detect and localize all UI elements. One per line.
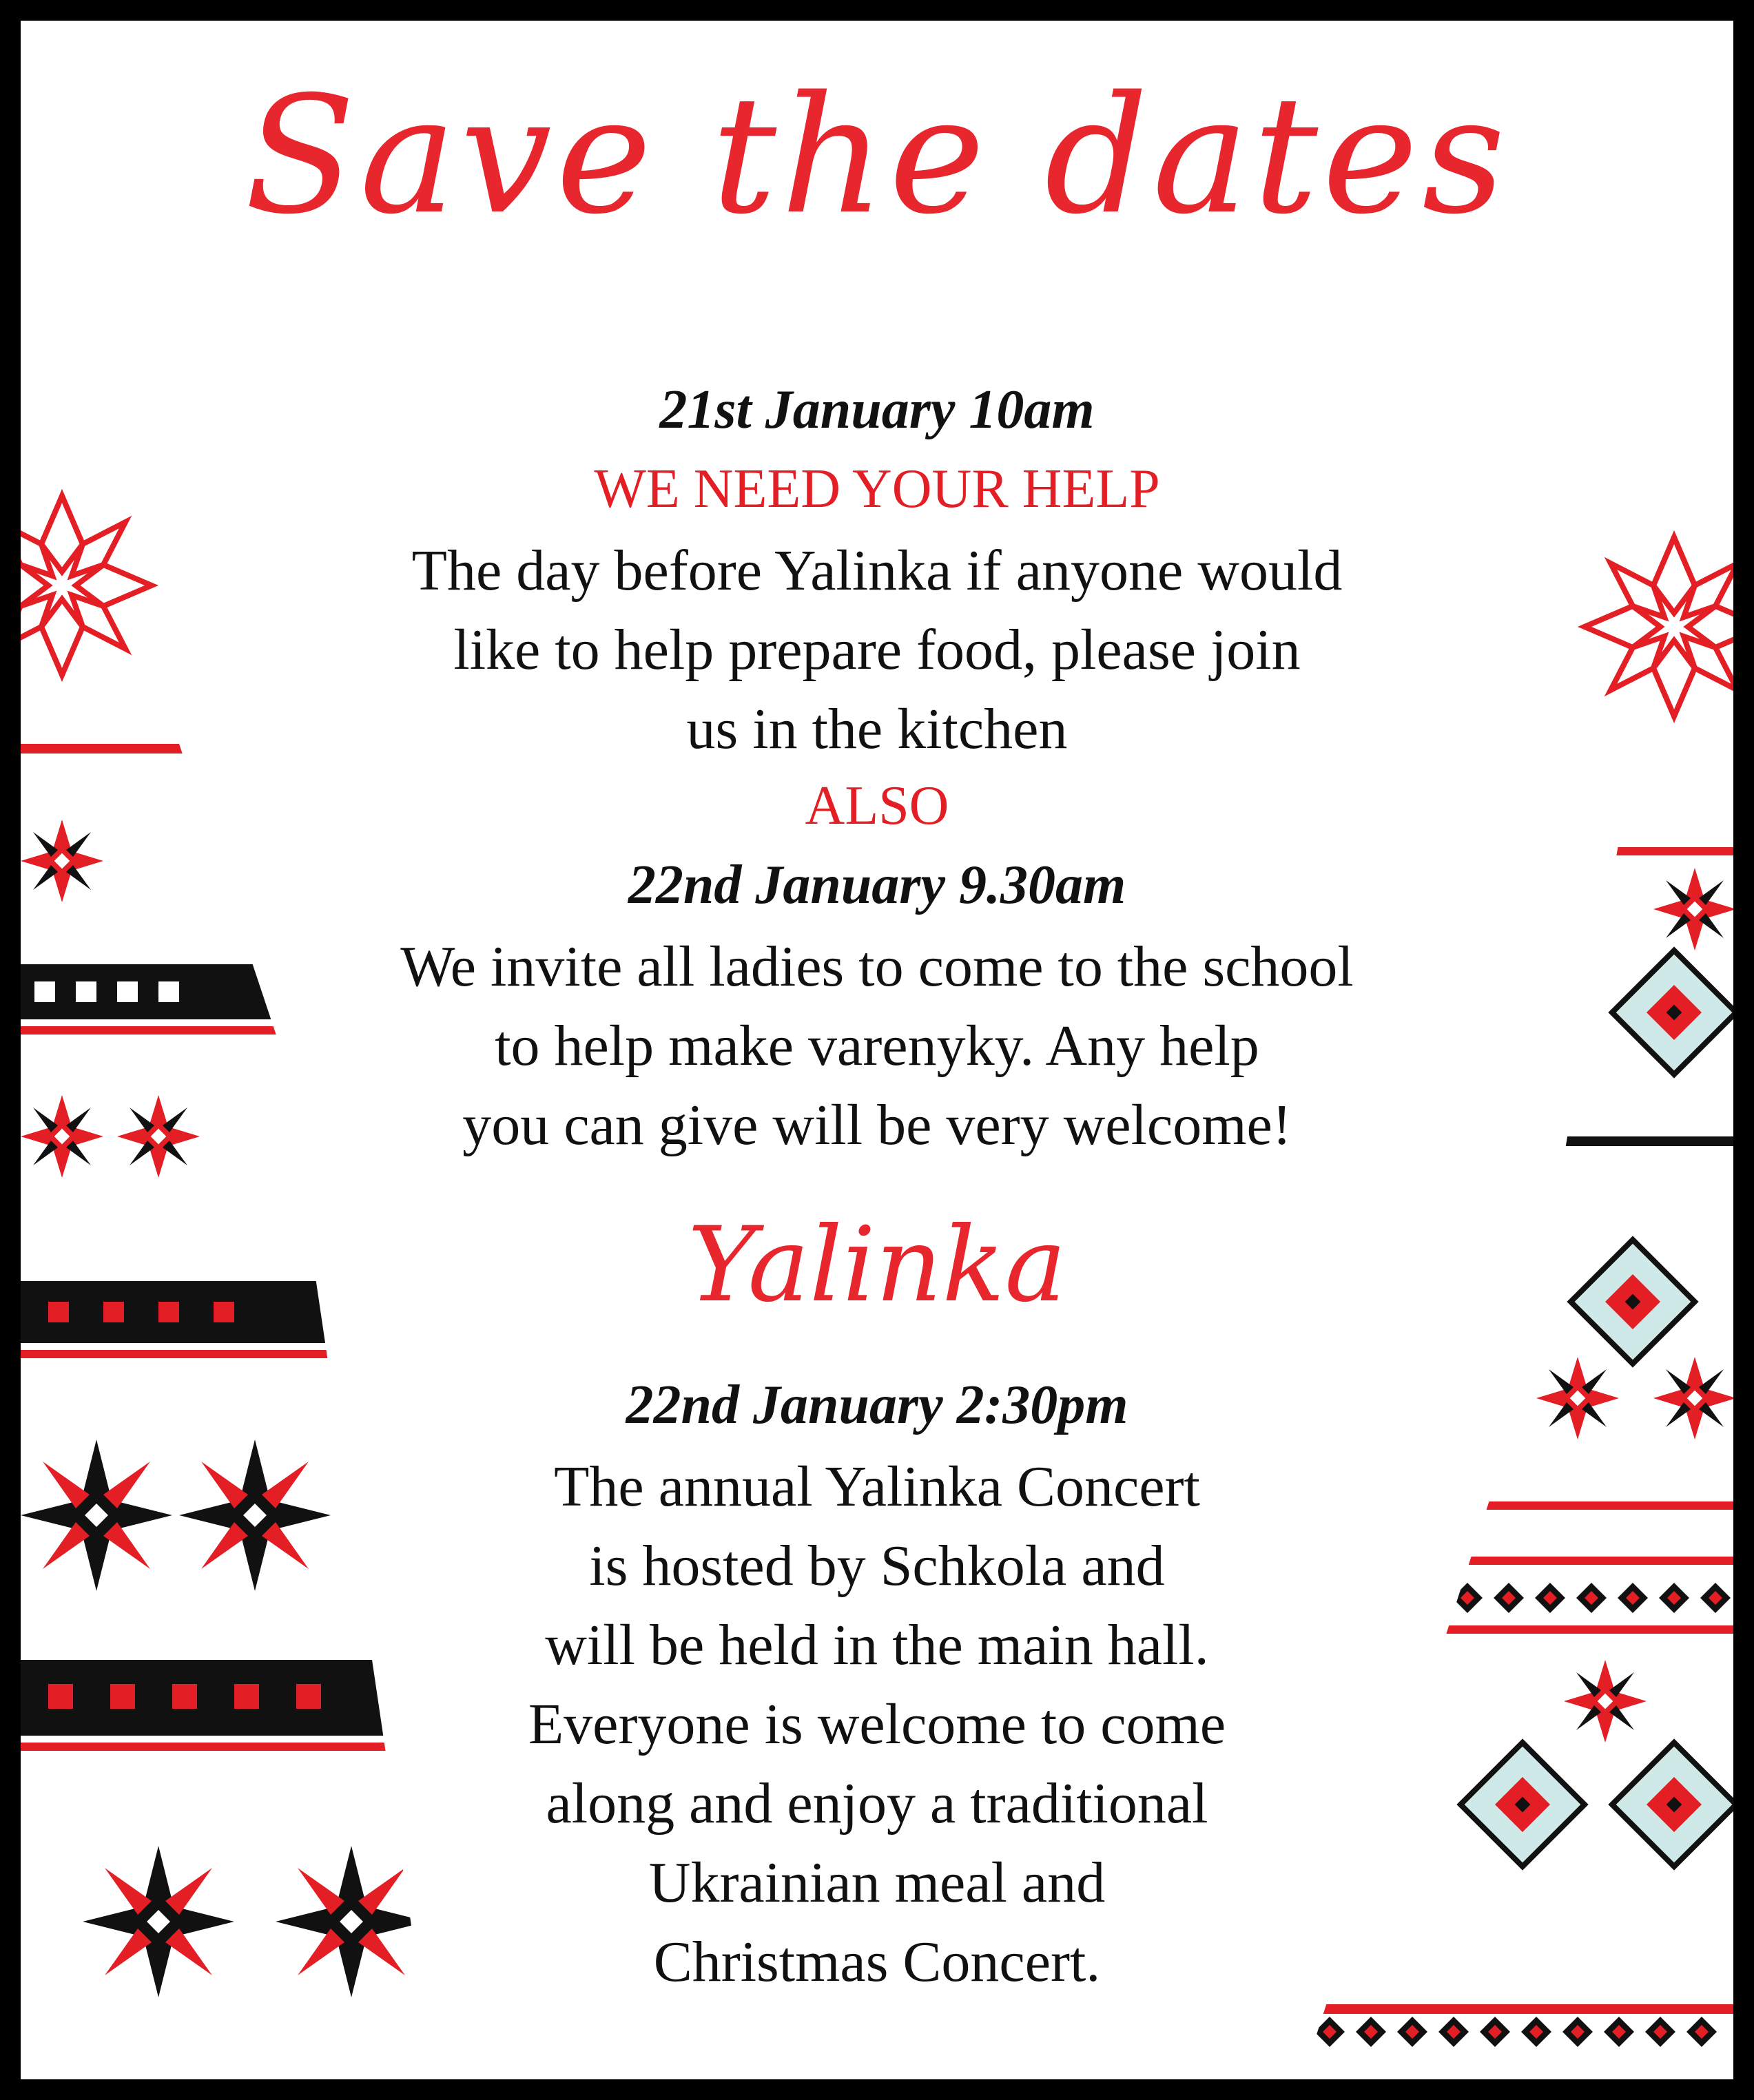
- event3-line: is hosted by Schkola and: [589, 1534, 1165, 1598]
- event3-line: along and enjoy a traditional: [546, 1771, 1208, 1836]
- event3-line: The annual Yalinka Concert: [554, 1455, 1200, 1519]
- event1-heading: WE NEED YOUR HELP: [594, 459, 1160, 519]
- event1-line: us in the kitchen: [686, 697, 1068, 761]
- event3-line: will be held in the main hall.: [545, 1613, 1209, 1677]
- event2-line: you can give will be very welcome!: [462, 1093, 1292, 1157]
- event3-line: Everyone is welcome to come: [528, 1692, 1226, 1756]
- event1-date: 21st January 10am: [659, 380, 1095, 440]
- card: [21, 21, 1733, 2079]
- event3-line: Ukrainian meal and: [648, 1851, 1106, 1915]
- event3-name: Yalinka: [688, 1205, 1066, 1325]
- event2-date: 22nd January 9.30am: [628, 855, 1126, 915]
- announcement: [21, 21, 1733, 2079]
- page-title: Save the dates: [245, 62, 1509, 250]
- event2-line: We invite all ladies to come to the school: [400, 935, 1354, 999]
- event1-line: like to help prepare food, please join: [453, 618, 1301, 682]
- event1-line: The day before Yalinka if anyone would: [411, 539, 1343, 603]
- event2-line: to help make varenyky. Any help: [495, 1014, 1259, 1078]
- event3-date: 22nd January 2:30pm: [626, 1375, 1128, 1435]
- also-connector: ALSO: [805, 776, 949, 836]
- event3-line: Christmas Concert.: [653, 1930, 1101, 1994]
